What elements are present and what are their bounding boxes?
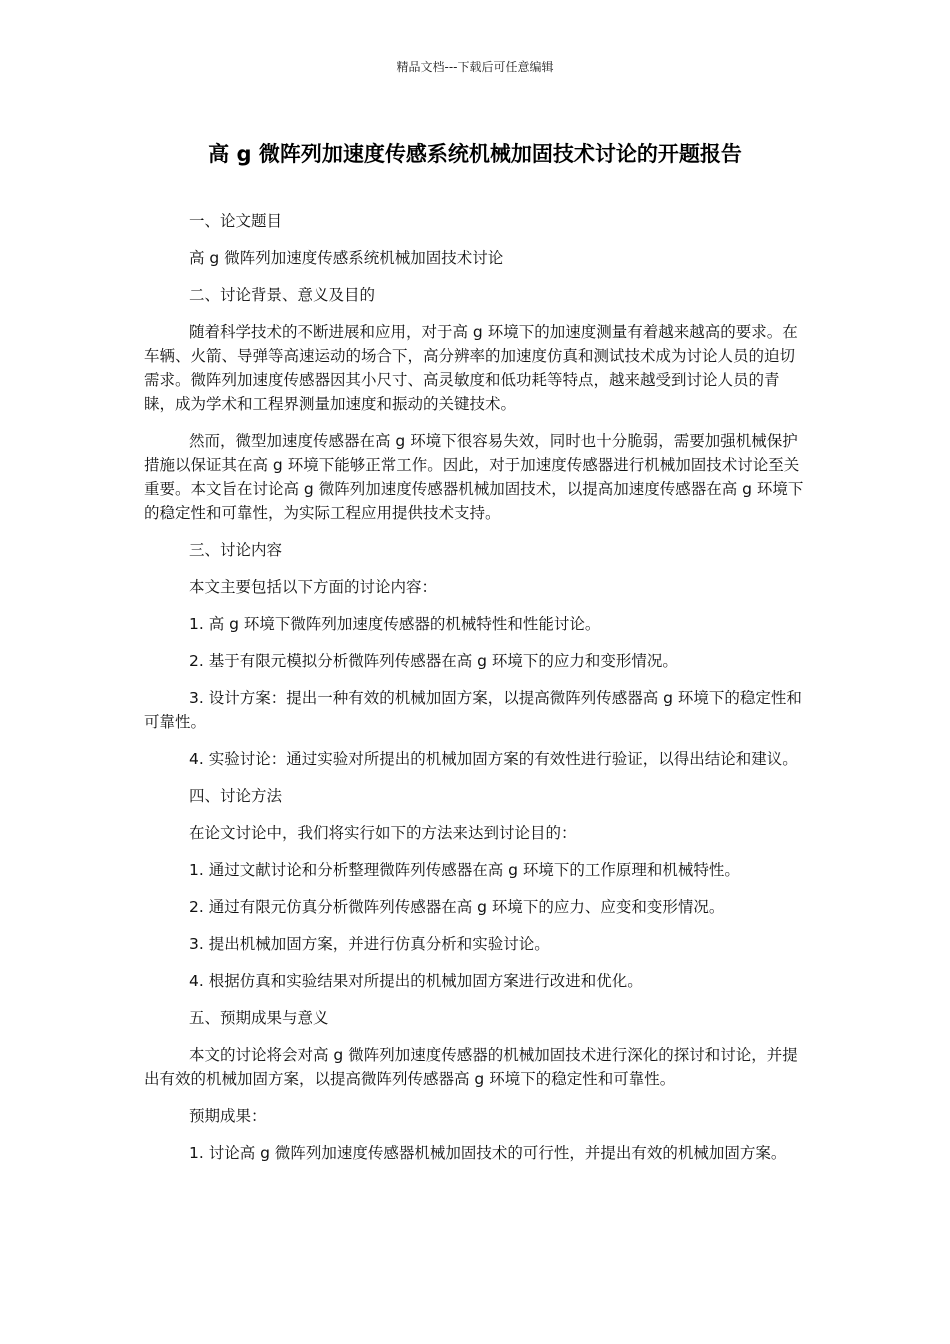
- paragraph: 本文主要包括以下方面的讨论内容：: [189, 578, 438, 596]
- list-item: 2. 基于有限元模拟分析微阵列传感器在高 g 环境下的应力和变形情况。: [189, 652, 678, 670]
- paragraph: 然而，微型加速度传感器在高 g 环境下很容易失效，同时也十分脆弱，需要加强机械保护措施以保证其在高 g 环境下能够正常工作。因此，对于加速度传感器进行机械加固技术讨论至关重要。本文旨在讨论高 g 微阵列加速度传感器机械加固技术，以提高加速度传感器在高 g 环境下的稳定性和可靠性，为实际工程应用提供技术支持。: [144, 432, 804, 522]
- page-header: 精品文档---下载后可任意编辑: [396, 60, 554, 74]
- list-item: 3. 提出机械加固方案，并进行仿真分析和实验讨论。: [189, 935, 550, 953]
- paragraph: 高 g 微阵列加速度传感系统机械加固技术讨论: [189, 249, 504, 267]
- section-heading-outcomes: 五、预期成果与意义: [189, 1009, 329, 1027]
- paragraph: 在论文讨论中，我们将实行如下的方法来达到讨论目的：: [189, 824, 577, 842]
- list-item: 1. 讨论高 g 微阵列加速度传感器机械加固技术的可行性，并提出有效的机械加固方案。: [189, 1144, 787, 1162]
- section-heading-background: 二、讨论背景、意义及目的: [189, 286, 376, 304]
- paragraph: 随着科学技术的不断进展和应用，对于高 g 环境下的加速度测量有着越来越高的要求。在车辆、火箭、导弹等高速运动的场合下，高分辨率的加速度仿真和测试技术成为讨论人员的迫切需求。微阵列加速度传感器因其小尺寸、高灵敏度和低功耗等特点，越来越受到讨论人员的青睐，成为学术和工程界测量加速度和振动的关键技术。: [144, 323, 798, 413]
- section-heading-content: 三、讨论内容: [189, 541, 283, 559]
- section-heading-method: 四、讨论方法: [189, 787, 283, 805]
- list-item: 1. 通过文献讨论和分析整理微阵列传感器在高 g 环境下的工作原理和机械特性。: [189, 861, 740, 879]
- list-item: 1. 高 g 环境下微阵列加速度传感器的机械特性和性能讨论。: [189, 615, 601, 633]
- list-item: 2. 通过有限元仿真分析微阵列传感器在高 g 环境下的应力、应变和变形情况。: [189, 898, 725, 916]
- list-item: 3. 设计方案：提出一种有效的机械加固方案，以提高微阵列传感器高 g 环境下的稳定性和可靠性。: [144, 689, 802, 731]
- paragraph: 本文的讨论将会对高 g 微阵列加速度传感器的机械加固技术进行深化的探讨和讨论，并提出有效的机械加固方案，以提高微阵列传感器高 g 环境下的稳定性和可靠性。: [144, 1046, 798, 1088]
- list-item: 4. 实验讨论：通过实验对所提出的机械加固方案的有效性进行验证，以得出结论和建议。: [189, 750, 798, 768]
- paragraph: 预期成果：: [189, 1107, 267, 1125]
- list-item: 4. 根据仿真和实验结果对所提出的机械加固方案进行改进和优化。: [189, 972, 643, 990]
- document-title: 高 g 微阵列加速度传感系统机械加固技术讨论的开题报告: [208, 142, 742, 166]
- section-heading-topic: 一、论文题目: [189, 212, 283, 230]
- document-body: [144, 209, 808, 1178]
